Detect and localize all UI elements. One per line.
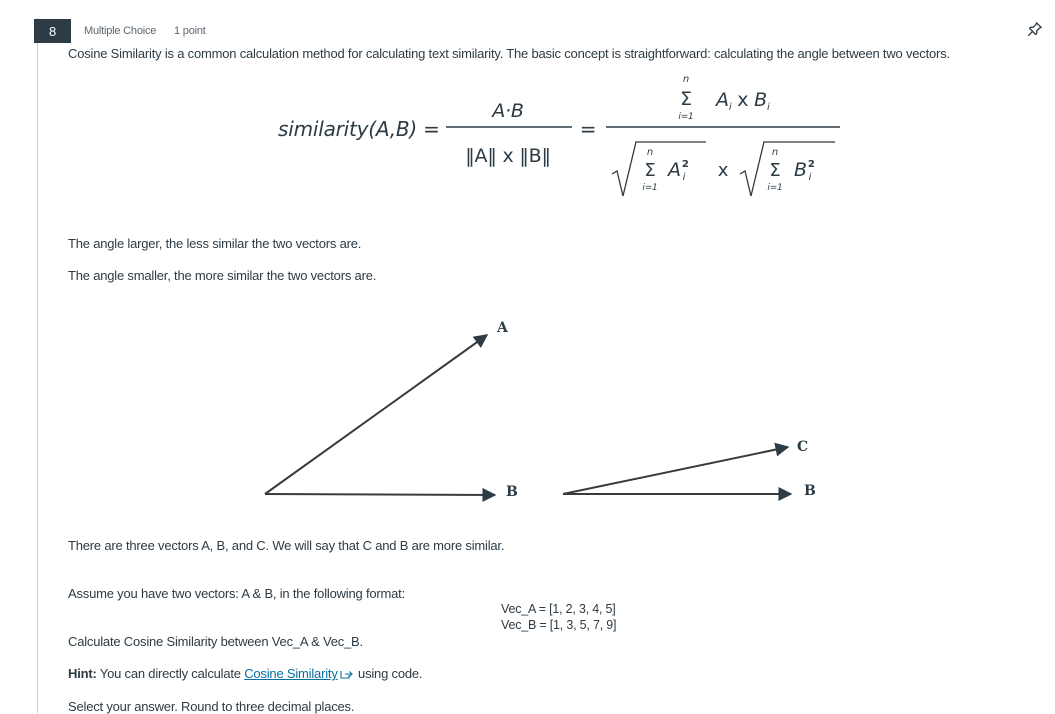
question-number-badge — [34, 19, 71, 43]
sum-lower-2: i=1 — [642, 183, 658, 193]
external-link-icon — [340, 668, 353, 679]
vector-a-arrow — [265, 335, 487, 494]
intro-text: Cosine Similarity is a common calculation method for calculating text similarity. The basic concept is straightforward: calculating the angle between two vectors. — [68, 46, 950, 61]
label-c: C — [797, 439, 808, 455]
label-b-2: B — [804, 483, 816, 499]
vec-b: Vec_B = [1, 3, 5, 7, 9] — [501, 618, 617, 632]
select-instruction: Select your answer. Round to three decimal places. — [68, 699, 355, 714]
sqrt-sign-2 — [740, 142, 835, 196]
b-squared: $B^2$ i — [794, 159, 815, 183]
hint-suffix: using code. — [354, 666, 423, 681]
vector-c-arrow — [563, 447, 788, 494]
denominator-times: x — [717, 160, 729, 181]
sum-lower: i=1 — [678, 112, 694, 122]
a-squared: $A^2$ i — [668, 159, 689, 183]
hint-label: Hint: — [68, 666, 97, 681]
calculate-text: Calculate Cosine Similarity between Vec_A & Vec_B. — [68, 634, 363, 649]
sum-upper-3: n — [771, 147, 779, 158]
formula-denominator: ‖A‖ x ‖B‖ — [465, 145, 551, 167]
question-number: 8 — [48, 23, 57, 39]
sum-lower-3: i=1 — [767, 183, 783, 193]
question-type: Multiple Choice — [84, 25, 157, 37]
assume-text: Assume you have two vectors: A & B, in the following format: — [68, 586, 406, 601]
question-points: 1 point — [174, 25, 206, 37]
vector-b-arrow-1 — [265, 494, 495, 495]
label-b-1: B — [506, 484, 518, 500]
sum-symbol: Σ — [680, 88, 692, 110]
formula-equals: = — [579, 117, 597, 141]
statement-smaller: The angle smaller, the more similar the two vectors are. — [68, 268, 377, 283]
pin-icon[interactable] — [1027, 21, 1043, 37]
hint-line — [68, 666, 422, 681]
sqrt-sign-1 — [612, 142, 706, 196]
question-left-rail — [37, 18, 38, 713]
vector-angle-diagram — [255, 315, 835, 510]
sum-upper: n — [682, 74, 690, 85]
hint-prefix: You can directly calculate — [96, 666, 245, 681]
label-a: A — [497, 320, 508, 336]
cosine-similarity-link[interactable]: Cosine Similarity — [244, 666, 338, 681]
vec-a: Vec_A = [1, 2, 3, 4, 5] — [501, 602, 616, 616]
sum-symbol-2: Σ — [644, 160, 656, 181]
cosine-similarity-formula — [270, 68, 850, 208]
numerator-expanded: $A_i$ x $B_i$ — [716, 89, 770, 113]
formula-lhs: similarity(A,B) = — [278, 117, 440, 141]
formula-numerator: A·B — [492, 100, 524, 122]
statement-larger: The angle larger, the less similar the two vectors are. — [68, 236, 362, 251]
sum-symbol-3: Σ — [769, 160, 781, 181]
three-vectors-text: There are three vectors A, B, and C. We will say that C and B are more similar. — [68, 538, 505, 553]
sum-upper-2: n — [646, 147, 654, 158]
